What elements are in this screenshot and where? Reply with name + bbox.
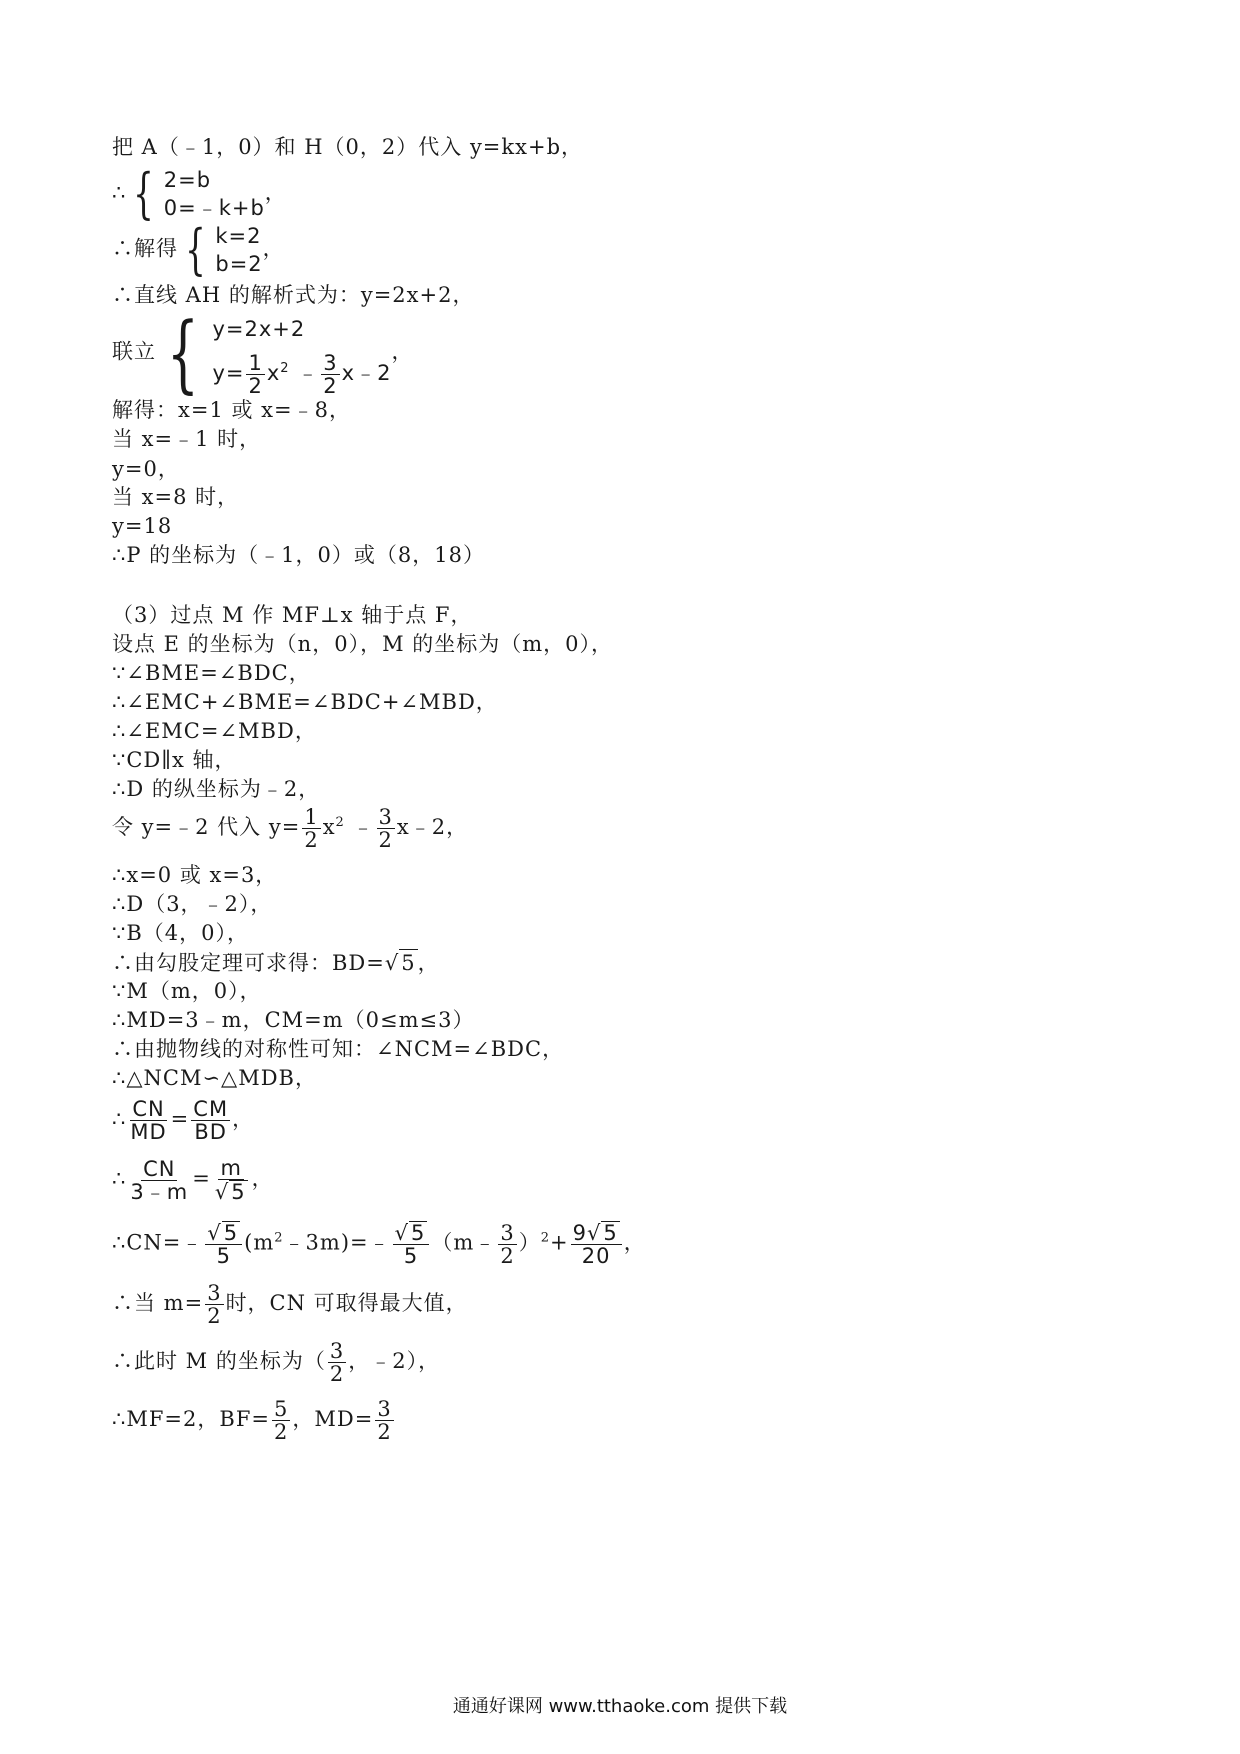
equation: y=2x+2: [212, 317, 306, 341]
page-footer: 通通好课网 www.tthaoke.com 提供下载: [452, 1696, 788, 1717]
text-line: ∴△NCM∽△MDB，: [112, 1066, 317, 1090]
text-line: ∵CD∥x 轴，: [112, 748, 237, 772]
text-line: y=0，: [112, 457, 180, 481]
text-line: ∴∠EMC+∠BME=∠BDC+∠MBD，: [112, 690, 498, 714]
equation: 0=﹣k+b: [163, 196, 265, 220]
text-line: y=18: [112, 514, 173, 538]
brace-icon: {: [185, 218, 207, 281]
brace-icon: {: [166, 303, 200, 402]
text-line: 解得：x=1 或 x=﹣8，: [112, 398, 351, 422]
equation: b=2: [215, 252, 263, 276]
formula-line: ∴MF=2，BF= $\frac{5}{2}$ ，MD= $\frac{3}{2}$: [112, 1397, 392, 1444]
text-line: ∵∠BME=∠BDC，: [112, 661, 311, 685]
formula-line: ∴ $\frac{CN}{MD}$ = $\frac{CM}{BD}$ ，: [112, 1097, 255, 1144]
text-line: 当 x=8 时，: [112, 485, 240, 509]
therefore-symbol: ∴: [112, 180, 127, 205]
text-line: ∴D 的纵坐标为﹣2，: [112, 777, 321, 801]
equation-system: ∴解得 { k=2 b=2 ，: [112, 218, 285, 281]
text-line: （3）过点 M 作 MF⊥x 轴于点 F，: [112, 603, 473, 627]
equation: y= $\frac{1}{2}$ $x^2$ ﹣ $\frac{3}{2}$ x﹣2: [212, 350, 392, 398]
text-line: 设点 E 的坐标为（n，0），M 的坐标为（m，0），: [112, 632, 614, 656]
formula-line: ∴ $\frac{CN}{3﹣m}$ = m √ 5 ，: [112, 1156, 274, 1204]
equation: 2=b: [163, 168, 212, 192]
text-line: ∵M（m，0），: [112, 979, 262, 1003]
formula-line: ∴由勾股定理可求得：BD= √ 5 ，: [112, 951, 440, 975]
text-line: 当 x=﹣1 时，: [112, 427, 262, 451]
text-line: ∴∠EMC=∠MBD，: [112, 719, 317, 743]
brace-icon: {: [133, 162, 155, 225]
formula-line: 令 y=﹣2 代入 y= $\frac{1}{2}$ $x^2$ ﹣ $\frac{3}{2}$ x﹣2，: [112, 805, 469, 852]
text-line: ∴x=0 或 x=3，: [112, 863, 278, 887]
text-line: ∴D（3，﹣2），: [112, 892, 273, 916]
equation-system: ∴ { 2=b 0=﹣k+b ，: [112, 162, 287, 225]
equation: k=2: [215, 224, 262, 248]
formula-line: ∴当 m= $\frac{3}{2}$ 时，CN 可取得最大值，: [112, 1281, 468, 1328]
formula-line: ∴CN=﹣ √ 5 5 $(m^2﹣3m)=﹣$ √ 5 5 （m﹣ $\frac{3}{2}$ ）$^2$+ 9 √ 5 20 ，: [112, 1220, 646, 1268]
text-line: 把 A（﹣1，0）和 H（0，2）代入 y=kx+b，: [112, 135, 584, 159]
text-line: ∴直线 AH 的解析式为：y=2x+2，: [112, 283, 475, 307]
text-line: ∴MD=3﹣m，CM=m（0≤m≤3）: [112, 1008, 475, 1032]
formula-line: ∴此时 M 的坐标为（ $\frac{3}{2}$ ，﹣2），: [112, 1339, 441, 1386]
text-line: ∵B（4，0），: [112, 921, 250, 945]
text-line: ∴由抛物线的对称性可知：∠NCM=∠BDC，: [112, 1037, 565, 1061]
text-line: ∴P 的坐标为（﹣1，0）或（8，18）: [112, 543, 485, 567]
equation-system: 联立 { y=2x+2 y= $\frac{1}{2}$ $x^2$ ﹣ $\frac{3}{2}$ x﹣2 ，: [112, 303, 414, 402]
